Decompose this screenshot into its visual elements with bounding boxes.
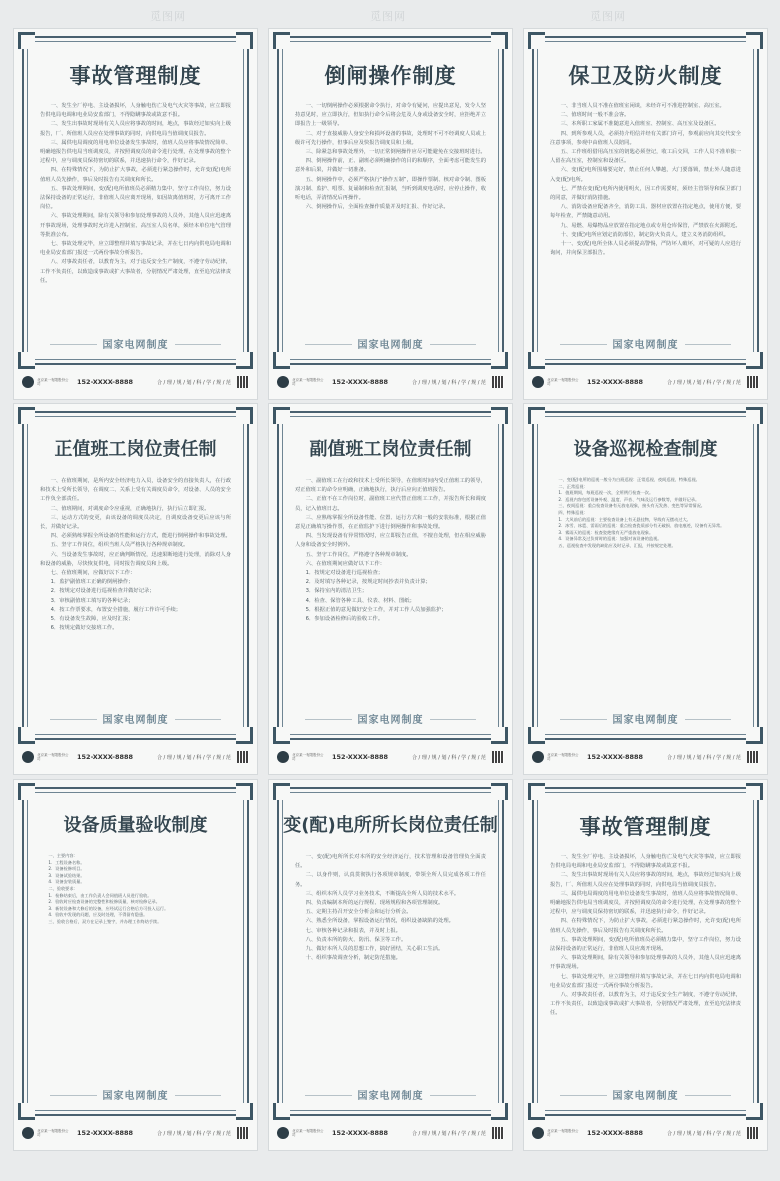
- ornamental-frame: [277, 411, 504, 740]
- ornamental-frame: [22, 36, 249, 365]
- frame-corner: [746, 727, 763, 744]
- paragraph: 二、值班期间，对调度命令应重视，正确地执行，执行后立即汇报。: [50, 505, 210, 512]
- paragraph: 4．验收中发现的问题，应及时处理，不得留有隐患。: [48, 912, 148, 918]
- brand-label: 国家电网制度: [534, 336, 757, 351]
- poster-1: [14, 29, 257, 399]
- paragraph: 四、倒闸操作前，正、副班必须明确操作的目的和顺序，全面考虑可能发生的意外和后果，并做好一切准备。: [295, 158, 486, 174]
- paragraph: 六、倒闸操作后，全面检查操作质量并及时汇报、作好记录。: [305, 204, 449, 211]
- paragraph: 3．雾雨天的巡视：检查瓷绝缘有无严重放电现象。: [558, 529, 654, 535]
- frame-corner: [273, 407, 290, 424]
- company-name: 北京某一有限股份公司: [547, 1129, 579, 1137]
- frame-corner: [491, 407, 508, 424]
- ornamental-frame: [22, 411, 249, 740]
- phone-number: 152-XXXX-8888: [77, 378, 134, 386]
- phone-number: 152-XXXX-8888: [332, 378, 389, 386]
- qr-code-icon: [747, 1127, 759, 1139]
- paragraph: 4．设备安装质量。: [48, 879, 85, 885]
- slogan: 合 / 理 / 规 / 划 / 科 / 学 / 规 / 范: [411, 379, 486, 386]
- watermark-right: 觅图网: [590, 10, 626, 23]
- phone-number: 152-XXXX-8888: [587, 1129, 644, 1137]
- poster-footer: [277, 1124, 504, 1142]
- frame-corner: [528, 352, 545, 369]
- frame-corner: [746, 783, 763, 800]
- poster-2: [269, 29, 512, 399]
- frame-corner: [18, 407, 35, 424]
- phone-number: 152-XXXX-8888: [77, 1129, 134, 1137]
- paragraph: 五、倒闸操作中，必须严格执行“操作五制”，即操作票制、核对命令制、图板演习制、监护、唱票、复诵制和检查汇报制，当听到调度电话时，应停止操作，收听电话，弄清情况后再操作。: [295, 176, 486, 202]
- paragraph: 五、定期主持召开安全分析会和运行分析会。: [305, 909, 412, 916]
- paragraph: 三、组织本所人员学习业务技术，不断提高全所人员的技术水平。: [305, 890, 460, 897]
- slogan: 合 / 理 / 规 / 划 / 科 / 学 / 规 / 范: [666, 379, 741, 386]
- paragraph: 3．新装设备和大修后的设备，应经试运行合格后方可投入运行。: [48, 905, 169, 911]
- frame-corner: [528, 32, 545, 49]
- poster-9: [524, 780, 767, 1150]
- brand-label: 国家电网制度: [279, 711, 502, 726]
- poster-title: 倒闸操作制度: [324, 64, 457, 88]
- paragraph: 1．监护副值班工正确的倒闸操作；: [50, 579, 134, 586]
- slogan: 合 / 理 / 规 / 划 / 科 / 学 / 规 / 范: [666, 754, 741, 761]
- company-logo-icon: [532, 376, 544, 388]
- ornamental-frame: [277, 787, 504, 1116]
- brand-label: 国家电网制度: [24, 336, 247, 351]
- frame-corner: [18, 1103, 35, 1120]
- poster-title: 事故管理制度: [69, 64, 202, 88]
- frame-corner: [528, 727, 545, 744]
- brand-label: 国家电网制度: [534, 711, 757, 726]
- watermark-center: 觅图网: [370, 10, 406, 23]
- paragraph: 八、负责本所的防火、防汛、保卫等工作。: [305, 936, 407, 943]
- company-name: 北京某一有限股份公司: [292, 1129, 324, 1137]
- slogan: 合 / 理 / 规 / 划 / 科 / 学 / 规 / 范: [666, 1130, 741, 1137]
- qr-code-icon: [237, 751, 249, 763]
- paragraph: 3．保持室内的清洁卫生；: [305, 588, 368, 595]
- company-logo-icon: [277, 376, 289, 388]
- paragraph: 2．冰雪、冰雹、雷雨后的巡视：重点检查瓷质部分有无破损、放电痕迹，设备有无异常。: [558, 523, 725, 529]
- paragraph: 九、易燃、易爆物品应放置在指定地点或专用仓库保管，严禁放在火源附近。: [560, 222, 741, 229]
- paragraph: 十一、变(配)电所全体人员必须提高警惕，严防坏人破坏，对可疑的人应进行询问，并向保卫部报告。: [550, 241, 741, 257]
- poster-footer: [532, 748, 759, 766]
- paragraph: 五、坚守工作岗位，严格遵守各种规章制度。: [305, 551, 412, 558]
- frame-corner: [18, 352, 35, 369]
- frame-corner: [491, 1103, 508, 1120]
- paragraph: 一、发生全厂停电、主设备损坏，人身触电伤亡及电气火灾等事故，应立即报告供电局电调和电业局安监部门，不得隐瞒事故或故意不报。: [40, 103, 231, 119]
- slogan: 合 / 理 / 规 / 划 / 科 / 学 / 规 / 范: [156, 754, 231, 761]
- paragraph: 三、验收合格后，双方在记录上签字，并办理工作终结手续。: [48, 918, 162, 924]
- paragraph: 七、事故处理完毕，应立即整理并填写事故记录，并在七日内向供电局电调和电业局安监部门报送一式两份事故分析报告。: [550, 973, 741, 989]
- poster-body: [40, 477, 231, 698]
- paragraph: 2．设备检修项目。: [48, 866, 85, 872]
- poster-footer: [22, 373, 249, 391]
- brand-label: 国家电网制度: [24, 711, 247, 726]
- paragraph: 六、事故处理期间，除有关领导和参加处理事故的人员外，其他人员应迅速离开事故现场。: [550, 955, 741, 971]
- poster-footer: [532, 373, 759, 391]
- paragraph: 6．参加设备检修后的验收工作。: [305, 616, 384, 623]
- paragraph: 三、属供电局调度的用电单位设备发生事故时，值班人员应将事故情况简单、明确地报告供电局当班调度员，并按照调度员的命令进行处理，在处理事故的整个过程中，应与调度员保持密切的联系，并迅速执行命令，作好记录。: [550, 890, 741, 916]
- poster-body: [550, 477, 741, 698]
- paragraph: 四、特殊巡视：: [558, 509, 588, 515]
- qr-code-icon: [492, 376, 504, 388]
- paragraph: 八、消防设备应配备齐全，消防工具、器材应放置在指定地点，使用方便，要每年检查，严禁随意动用。: [550, 204, 741, 220]
- paragraph: 五、巡视检查中发现的缺陷应及时记录、汇报，并按规定处理。: [558, 542, 676, 548]
- paragraph: 1．按规定对设备进行巡视检查；: [305, 570, 384, 577]
- company-logo-icon: [22, 376, 34, 388]
- ornamental-frame: [532, 36, 759, 365]
- poster-body: [550, 102, 741, 323]
- ornamental-frame: [22, 787, 249, 1116]
- poster-5: [269, 404, 512, 774]
- paragraph: 六、变(配)电所围墙要完好，禁止任何人攀越，大门要落锁，禁止外人随意进入变(配)电所。: [550, 167, 741, 183]
- ornamental-frame: [532, 411, 759, 740]
- frame-corner: [528, 1103, 545, 1120]
- qr-code-icon: [747, 376, 759, 388]
- poster-footer: [22, 748, 249, 766]
- qr-code-icon: [237, 376, 249, 388]
- paragraph: 3．审核副值班工填写的各种记录；: [50, 597, 134, 604]
- brand-label: 国家电网制度: [279, 1087, 502, 1102]
- phone-number: 152-XXXX-8888: [587, 378, 644, 386]
- frame-corner: [236, 407, 253, 424]
- paragraph: 六、事故处理期间，除有关领导和参加处理事故的人员外，其他人员应迅速离开事故现场，处理事故时允许进入控制室、高压室人员名单，须经本单位电气管理等批准公布。: [40, 213, 231, 238]
- frame-corner: [273, 727, 290, 744]
- poster-title: 设备质量验收制度: [63, 815, 208, 836]
- phone-number: 152-XXXX-8888: [77, 753, 134, 761]
- poster-body: [550, 853, 741, 1074]
- paragraph: 2．巡视内容包括设备外观、温度、声音、气味及运行参数等，并做好记录。: [558, 496, 700, 502]
- paragraph: 八、对事故责任者，以教育为主，对于违反安全生产制度，不遵守劳动纪律，工作不负责任，以致造成事故或扩大事故者，分别情况严肃处理，直至追究法律责任。: [550, 992, 741, 1017]
- frame-corner: [491, 783, 508, 800]
- poster-footer: [277, 748, 504, 766]
- paragraph: 四、在特殊情况下，为防止扩大事故，必须进行紧急操作时，允许变(配)电所值班人员先操作，事后及时报告有关调度和所长。: [550, 918, 741, 934]
- paragraph: 三、应熟练掌握全所设备性能、位置、运行方式和一般的安装标准，根据正值意见正确填写操作票，在正值监护下进行倒闸操作和事故处理。: [295, 514, 486, 531]
- phone-number: 152-XXXX-8888: [332, 753, 389, 761]
- paragraph: 一、变(配)电所所长对本所的安全经济运行，技术管理和设备管理负全面责任。: [295, 854, 486, 870]
- poster-8: [269, 780, 512, 1150]
- company-name: 北京某一有限股份公司: [292, 753, 324, 761]
- paragraph: 三、除紧急和事故处理外，一切正常倒闸操作应尽可能避免在交接班时进行。: [305, 149, 486, 156]
- poster-title: 变(配)电所所长岗位责任制: [283, 815, 498, 836]
- frame-corner: [236, 32, 253, 49]
- company-logo-icon: [532, 1127, 544, 1139]
- paragraph: 四、到所参观人员，必须持介绍信并经有关部门许可，参观前应向其交代安全注意事项，参观中由值班人员陪同。: [550, 130, 741, 146]
- phone-number: 152-XXXX-8888: [332, 1129, 389, 1137]
- frame-corner: [236, 352, 253, 369]
- paragraph: 3．设备试验结果。: [48, 872, 85, 878]
- paragraph: 六、熟悉全所设备，掌握设备运行情况，组织设备缺陷的处理。: [305, 918, 454, 925]
- company-name: 北京某一有限股份公司: [37, 753, 69, 761]
- poster-body: [40, 102, 231, 323]
- company-logo-icon: [22, 1127, 34, 1139]
- paragraph: 十、组织事故调查分析，制定防范措施。: [305, 955, 401, 962]
- poster-footer: [532, 1124, 759, 1142]
- paragraph: 一、副值班工在行政和技术上受所长领导，在值班时间内受正值班工的领导，对正值班工的命令应明确，正确地执行，执行后应向正值班报告。: [295, 478, 486, 494]
- poster-3: [524, 29, 767, 399]
- frame-corner: [273, 1103, 290, 1120]
- paragraph: 6．按规定做好交接班工作。: [50, 625, 118, 632]
- frame-corner: [528, 407, 545, 424]
- slogan: 合 / 理 / 规 / 划 / 科 / 学 / 规 / 范: [411, 1130, 486, 1137]
- poster-title: 事故管理制度: [579, 815, 712, 839]
- frame-corner: [18, 783, 35, 800]
- paragraph: 二、正值不在工作岗位时，副值班工应代替正值班工工作，并报告所长和调度员，记入值班日志。: [295, 496, 486, 512]
- poster-body: [295, 477, 486, 698]
- poster-footer: [22, 1124, 249, 1142]
- brand-label: 国家电网制度: [534, 1087, 757, 1102]
- company-logo-icon: [277, 751, 289, 763]
- paragraph: 五、事故处理期间，变(配)电所值班员必须精力集中，坚守工作岗位，努力设法保持设备的正常运行，非值班人员应离开现场。: [550, 936, 741, 953]
- slogan: 合 / 理 / 规 / 划 / 科 / 学 / 规 / 范: [156, 1130, 231, 1137]
- poster-footer: [277, 373, 504, 391]
- paragraph: 八、对事故责任者，以教育为主，对于违反安全生产制度，不遵守劳动纪律，工作不负责任，以致造成事故或扩大事故者，分别情况严肃处理，直至追究法律责任。: [40, 259, 231, 284]
- frame-corner: [746, 407, 763, 424]
- paragraph: 一、非当班人员不准在值班室闲谈，未经许可不准进控制室、高压室。: [560, 103, 725, 109]
- poster-7: [14, 780, 257, 1150]
- paragraph: 二、值班时间一般不准会客。: [560, 112, 630, 119]
- company-name: 北京某一有限股份公司: [37, 1129, 69, 1137]
- paragraph: 一、一切倒闸操作必须根据命令执行，对命令有疑问，应提出意见，发令人坚持意见时，应立即执行，但如执行命令后将会危及人身或设备安全时，应拒绝并立即报告上一级领导。: [295, 103, 486, 128]
- frame-corner: [236, 727, 253, 744]
- frame-corner: [528, 783, 545, 800]
- paragraph: 三、属供电局调度的用电单位设备发生事故时，值班人员应将事故情况简单、明确地报告供电局当班调度员，并按照调度员的命令进行处理，在处理事故的整个过程中，应与调度员保持密切的联系，并迅速执行命令，作好记录。: [40, 139, 231, 165]
- qr-code-icon: [747, 751, 759, 763]
- company-logo-icon: [277, 1127, 289, 1139]
- company-name: 北京某一有限股份公司: [292, 378, 324, 386]
- frame-corner: [18, 727, 35, 744]
- paragraph: 五、工作班组借用高压室的钥匙必须登记，收工后交回，工作人员不准单独一人留在高压室，控制室和设备区。: [550, 149, 741, 165]
- paragraph: 2．按规定对设备进行巡视检查并做好记录；: [50, 588, 155, 595]
- paragraph: 七、严禁在变(配)电所内使用明火，因工作需要时，须经主管领导和保卫部门的同意，并做好消防措施。: [550, 185, 741, 202]
- frame-corner: [18, 32, 35, 49]
- paragraph: 三、运动方式的变更，由该设备的调度员决定，自调度设备变更后应该与所长，并做好记录。: [40, 514, 231, 531]
- company-logo-icon: [532, 751, 544, 763]
- poster-title: 设备巡视检查制度: [573, 439, 718, 460]
- qr-code-icon: [237, 1127, 249, 1139]
- poster-body: [295, 853, 486, 1074]
- company-name: 北京某一有限股份公司: [37, 378, 69, 386]
- slogan: 合 / 理 / 规 / 划 / 科 / 学 / 规 / 范: [156, 379, 231, 386]
- frame-corner: [236, 1103, 253, 1120]
- paragraph: 五、坚守工作岗位，组织当班人员严格执行各种规章制度。: [50, 542, 189, 549]
- frame-corner: [491, 352, 508, 369]
- frame-corner: [273, 352, 290, 369]
- poster-body: [295, 102, 486, 323]
- poster-6: [524, 404, 767, 774]
- paragraph: 四、必须熟练掌握全所设备的性能和运行方式，能进行倒闸操作和事故处理。: [50, 533, 231, 540]
- paragraph: 一、变(配)电所的巡视一般分为白班巡视：正常巡视、夜间巡视、特殊巡视。: [558, 477, 700, 482]
- paragraph: 六、当设备发生事故时，应正确判断情况，迅速果断地进行处理，消除对人身和设备的威胁，尽快恢复供电，同时报告调度员和上级。: [40, 551, 231, 567]
- paragraph: 七、审核各种记录和报表，并及时上报。: [305, 927, 401, 934]
- ornamental-frame: [277, 36, 504, 365]
- poster-body: [40, 853, 231, 1074]
- phone-number: 152-XXXX-8888: [587, 753, 644, 761]
- paragraph: 4．按工作票要求，布置安全措施，履行工作许可手续；: [50, 606, 182, 613]
- poster-4: [14, 404, 257, 774]
- paragraph: 四、在特殊情况下，为防止扩大事故，必须进行紧急操作时，允许变(配)电所值班人员先操作，事后及时报告有关调度和所长。: [40, 167, 231, 183]
- brand-label: 国家电网制度: [24, 1087, 247, 1102]
- brand-label: 国家电网制度: [279, 336, 502, 351]
- paragraph: 4．设备异常及过负荷时的巡视：加强对该设备的监视。: [558, 536, 662, 542]
- paragraph: 二、对于直接威胁人身安全和损坏设备的事故，处理时不可不经调度人员或上级许可先行操作，但事后应及快报告调度员和上级。: [295, 130, 486, 146]
- paragraph: 2．及时填写各种记录，按规定时间抄表并负责计算；: [305, 579, 431, 586]
- paragraph: 2．验收时应检查设备的完整性和检修质量，核对检修记录。: [48, 899, 160, 905]
- paragraph: 七、在值班期间，应做好以下工作：: [50, 570, 136, 577]
- paragraph: 三、夜间巡视：重点检查设备有无放电现象，接头有无发热、变色等异常情况。: [558, 503, 705, 509]
- paragraph: 5．有设备发生故障，应及时汇报；: [50, 616, 134, 623]
- frame-corner: [491, 32, 508, 49]
- watermark-left: 觅图网: [150, 10, 186, 23]
- paragraph: 六、在值班期间应做好以下工作：: [305, 560, 386, 567]
- qr-code-icon: [492, 1127, 504, 1139]
- paragraph: 二、以身作则，认真贯彻执行各项规章制度，带领全所人员完成各项工作任务。: [295, 872, 486, 888]
- paragraph: 5．根据正值的意见做好安全工作，并对工作人员加强监护；: [305, 606, 447, 613]
- frame-corner: [746, 32, 763, 49]
- paragraph: 五、事故处理期间，变(配)电所值班员必须精力集中，坚守工作岗位，努力设法保持设备的正常运行，非值班人员应离开现场，如因故离值班时，方可离开工作岗位。: [40, 185, 231, 211]
- paragraph: 1．值班期间，每班巡视一次，全所例行检查一次。: [558, 490, 654, 496]
- paragraph: 1．大风前后的巡视：主要检查设备上有无悬挂物，导线有无摆动过大。: [558, 516, 691, 522]
- paragraph: 三、本所职工家属不准随意进入值班室、控制室、高压室及设备区。: [560, 121, 720, 128]
- frame-corner: [746, 1103, 763, 1120]
- company-name: 北京某一有限股份公司: [547, 378, 579, 386]
- frame-corner: [273, 783, 290, 800]
- frame-corner: [273, 32, 290, 49]
- paragraph: 一、在值班期间，是所内安全经济电力入员，设备安全的直接负责人，在行政和技术上受所长领导，在调度二、关系上受有关调度员命令，对设备、人员的安全工作负全部责任。: [40, 478, 231, 503]
- paragraph: 二、正常巡视：: [558, 483, 588, 489]
- paragraph: 四、当发现设备有异常情况时，应立即报告正值，不擅自处理，但在相应威胁人身和设备安全时例外。: [295, 533, 486, 549]
- paragraph: 七、事故处理完毕，应立即整理并填写事故记录，并在七日内向供电局电调和电业局安监部门报送一式两份事故分析报告。: [40, 241, 231, 257]
- paragraph: 二、发生出事故时现场有关人员应将事故的时间，地点，事故经过如实向上级报告，厂、所值班人员应在处理事故的同时，向供电局当值调度员报告。: [40, 121, 231, 137]
- frame-corner: [491, 727, 508, 744]
- frame-corner: [236, 783, 253, 800]
- company-logo-icon: [22, 751, 34, 763]
- paragraph: 1．检修结束后，由工作负责人会同值班人员进行验收。: [48, 892, 152, 898]
- paragraph: 一、主要内容：: [48, 853, 78, 858]
- poster-title: 保卫及防火制度: [568, 64, 723, 88]
- poster-title: 副值班工岗位责任制: [309, 439, 472, 460]
- ornamental-frame: [532, 787, 759, 1116]
- frame-corner: [746, 352, 763, 369]
- paragraph: 二、验收要求：: [48, 885, 78, 891]
- paragraph: 一、发生全厂停电、主设备损坏，人身触电伤亡及电气火灾等事故，应立即报告供电局电调和电业局安监部门，不得隐瞒事故或故意不报。: [550, 854, 741, 870]
- paragraph: 二、发生出事故时现场有关人员应将事故的时间，地点，事故经过如实向上级报告，厂、所值班人员应在处理事故的同时，向供电局当值调度员报告。: [550, 872, 741, 888]
- poster-title: 正值班工岗位责任制: [54, 439, 217, 460]
- paragraph: 1．工程设备名称。: [48, 859, 85, 865]
- qr-code-icon: [492, 751, 504, 763]
- company-name: 北京某一有限股份公司: [547, 753, 579, 761]
- paragraph: 十、变(配)电所应划定消防部位，制定防火负责人，建立义务消防组织。: [560, 231, 729, 238]
- paragraph: 九、做好本所人员的思想工作，搞好团结，关心职工生活。: [305, 946, 444, 953]
- slogan: 合 / 理 / 规 / 划 / 科 / 学 / 规 / 范: [411, 754, 486, 761]
- paragraph: 四、负责编制本所的运行规程、现场规程和各项管理制度。: [305, 900, 444, 907]
- paragraph: 4．检查、保管各种工具、仪表、材料、图纸；: [305, 597, 415, 604]
